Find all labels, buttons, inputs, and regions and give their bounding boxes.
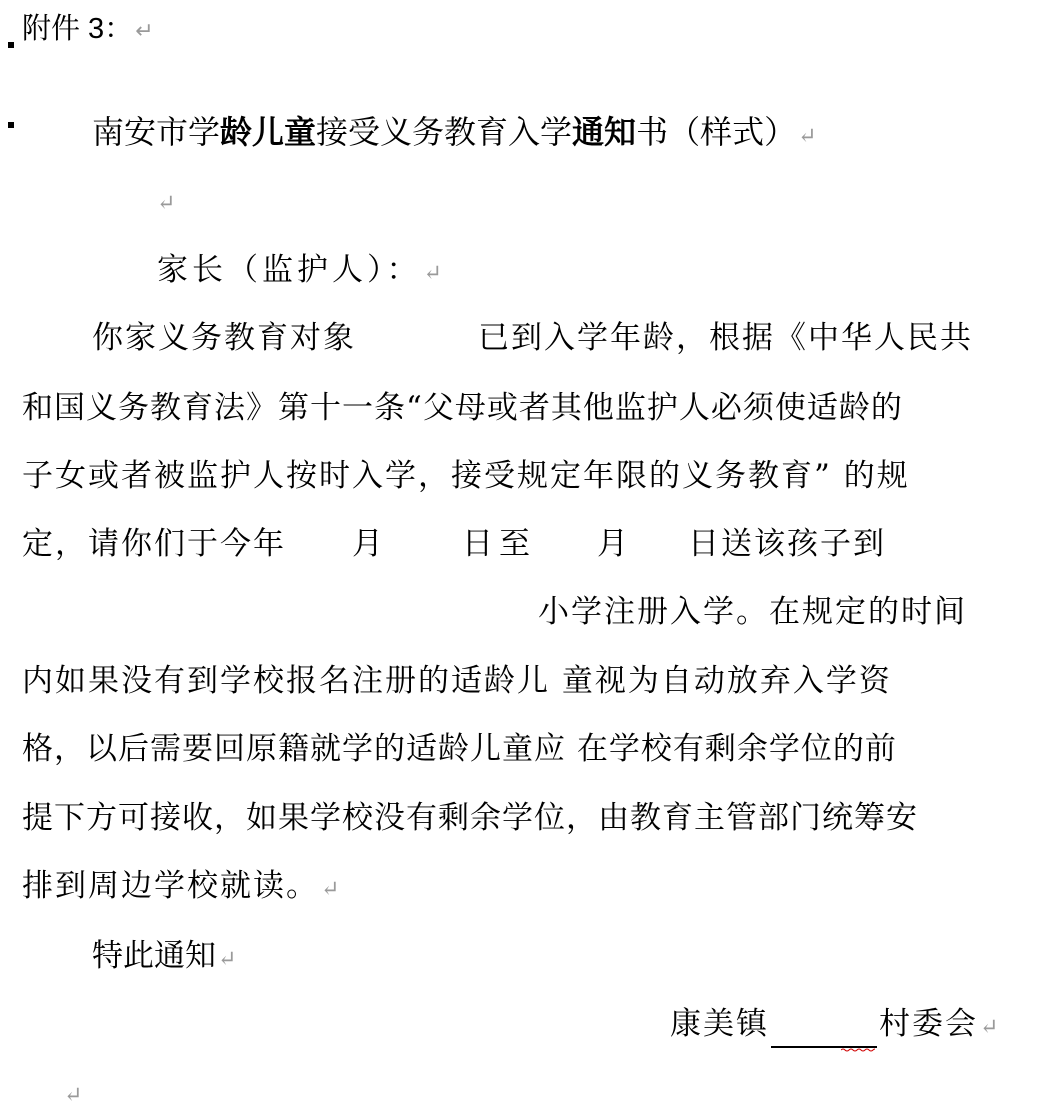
body-text: 日至 (462, 526, 536, 562)
signature-committee: 村委会 (879, 1006, 978, 1042)
empty-paragraph (155, 180, 175, 224)
body-text: 内如果没有到学校报名注册的适龄儿 童视为自动放弃入学资 (22, 663, 892, 699)
title-part-3: 书（样式） (636, 113, 797, 151)
attachment-label-line (22, 9, 154, 51)
paragraph-mark-icon: ↵ (321, 877, 342, 902)
signature-town: 康美镇 (670, 1006, 769, 1042)
body-text: 已到入学年龄，根据《中华人民共 (478, 320, 973, 356)
body-line-7 (22, 729, 897, 769)
body-line-3 (22, 456, 910, 496)
attachment-label: 附件 3： (22, 13, 134, 45)
closing: 特此通知 (92, 938, 216, 974)
greeting: 家长（监护人）： (157, 252, 422, 288)
paragraph-mark-icon: ↵ (64, 1083, 83, 1108)
body-text: 定，请你们于今年 (22, 526, 286, 562)
body-line-6 (22, 661, 892, 701)
paragraph-mark-icon: ↵ (135, 18, 154, 43)
document-title (92, 112, 817, 157)
paragraph-mark-icon: ↵ (423, 261, 446, 286)
body-text: 你家义务教育对象 (92, 320, 356, 356)
title-part-1: 南安市学 (92, 113, 221, 151)
paragraph-mark-icon: ↵ (980, 1015, 1001, 1040)
paragraph-mark-icon: ↵ (218, 947, 237, 972)
body-line-1 (0, 318, 1041, 358)
title-bold-2: 通知 (572, 113, 637, 151)
body-line-8 (22, 798, 918, 838)
format-mark (8, 122, 14, 128)
body-text: 月 (597, 526, 628, 562)
signature-line (670, 1004, 1000, 1048)
body-text: 月 (352, 526, 383, 562)
closing-line (92, 936, 236, 980)
body-line-9 (22, 866, 341, 910)
body-text: 子女或者被监护人按时入学，接受规定年限的义务教育” 的规 (22, 458, 910, 494)
format-mark (8, 42, 14, 48)
body-text: 日送该孩子到 (688, 526, 886, 562)
village-name-blank (771, 1012, 877, 1048)
body-line-5 (538, 592, 967, 632)
body-text: 和国义务教育法》第十一条“父母或者其他监护人必须使适龄的 (22, 390, 903, 426)
paragraph-mark-icon: ↵ (798, 124, 817, 149)
empty-paragraph (62, 1072, 82, 1116)
body-text: 提下方可接收，如果学校没有剩余学位，由教育主管部门统筹安 (22, 800, 918, 836)
greeting-line (157, 250, 446, 294)
spell-check-underline (841, 1048, 875, 1052)
body-text: 格，以后需要回原籍就学的适龄儿童应 在学校有剩余学位的前 (22, 731, 897, 767)
body-line-4 (0, 524, 1041, 564)
body-text: 排到周边学校就读。 (22, 868, 319, 904)
body-text: 小学注册入学。在规定的时间 (538, 594, 967, 630)
body-line-2 (22, 388, 903, 428)
title-part-2: 接受义务教育入学 (316, 113, 573, 151)
title-bold-1: 龄儿童 (220, 113, 317, 151)
paragraph-mark-icon: ↵ (157, 191, 176, 216)
